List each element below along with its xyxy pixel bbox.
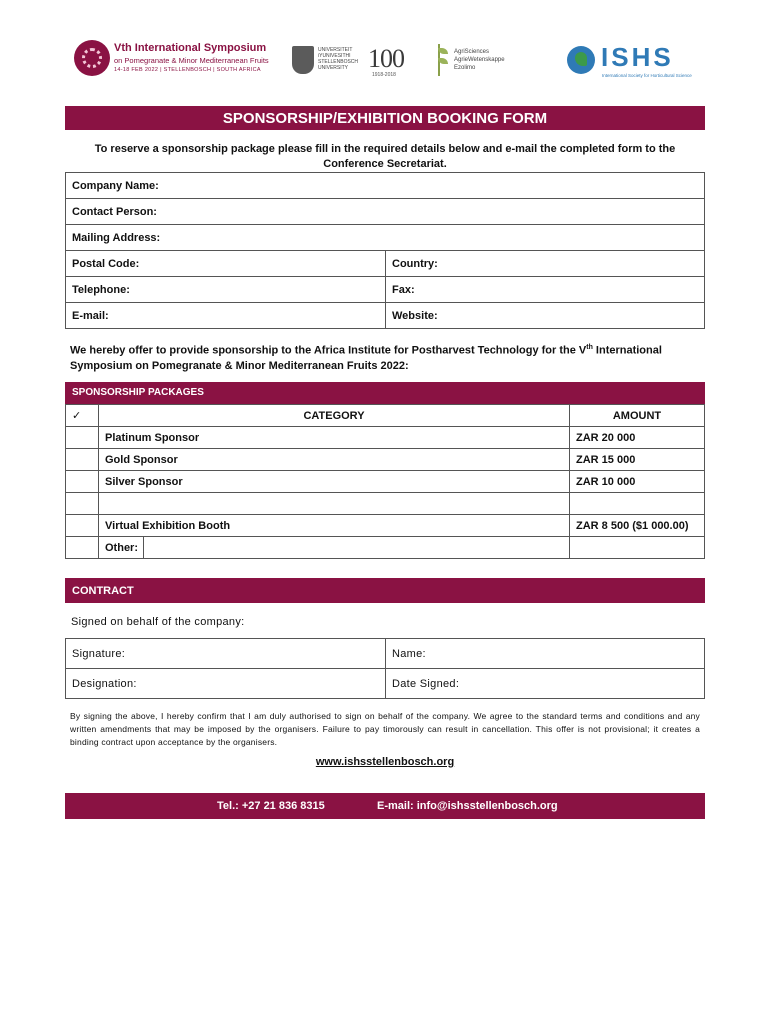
leaf-icon [438,44,454,76]
website-field[interactable]: Website: [386,303,705,329]
contract-disclaimer: By signing the above, I hereby confirm that I am duly authorised to sign on behalf of the company. We agree to the standard terms and conditions and any written amendments that may be imposed by the organisers. Failure to pay timorously can result in cancellation. This offer is not provisional; it creates a binding contract upon acceptance by the organisers. [70,711,700,747]
package-row [66,427,705,449]
ishs-subtitle: International Society for Horticultural Science [602,73,692,78]
designation-field[interactable]: Designation: [66,669,386,699]
pomegranate-icon [74,40,110,76]
stellenbosch-university-logo [292,44,427,80]
form-intro: To reserve a sponsorship package please fill in the required details below and e-mail the completed form to the Conference Secretariat. [94,143,676,170]
agrisciences-text: AgriSciences AgrieWetenskappe Ezolimo [454,49,505,71]
package-checkbox[interactable] [66,449,99,471]
sponsorship-packages-header: SPONSORSHIP PACKAGES [65,382,705,404]
package-amount: ZAR 20 000 [570,427,705,449]
package-checkbox[interactable] [66,471,99,493]
university-name: UNIVERSITEIT iYUNIVESITHI STELLENBOSCH UNIVERSITY [318,47,359,71]
package-amount: ZAR 8 500 ($1 000.00) [570,515,705,537]
package-row [66,493,705,515]
symposium-logo [74,40,269,82]
other-input[interactable] [144,537,570,559]
offer-text-part1: We hereby offer to provide sponsorship to the Africa Institute for Postharvest Technology for the V [70,344,587,357]
email-text[interactable]: E-mail: info@ishsstellenbosch.org [377,800,558,812]
signed-on-behalf-label: Signed on behalf of the company: [71,616,245,628]
category-column-header: CATEGORY [99,405,570,427]
country-field[interactable]: Country: [386,251,705,277]
other-label: Other: [99,537,144,559]
other-amount-input[interactable] [570,537,705,559]
signature-table [65,638,705,699]
telephone-text: Tel.: +27 21 836 8315 [217,800,325,812]
fax-field[interactable]: Fax: [386,277,705,303]
signature-field[interactable]: Signature: [66,639,386,669]
globe-icon [567,46,595,74]
package-category: Virtual Exhibition Booth [99,515,570,537]
offer-text-part2: International Symposium on Pomegranate & Minor Mediterranean Fruits 2022: [70,344,662,372]
package-row [66,471,705,493]
package-amount: ZAR 15 000 [570,449,705,471]
centenary-number: 100 [368,44,404,73]
package-row-other [66,537,705,559]
symposium-logo-title: Vth International Symposium [114,42,267,54]
package-category [99,493,570,515]
package-amount: ZAR 10 000 [570,471,705,493]
company-name-field[interactable]: Company Name: [66,173,705,199]
package-checkbox[interactable] [66,493,99,515]
package-row [66,515,705,537]
package-checkbox[interactable] [66,427,99,449]
mailing-address-field[interactable]: Mailing Address: [66,225,705,251]
contact-person-field[interactable]: Contact Person: [66,199,705,225]
contract-header: CONTRACT [65,578,705,603]
symposium-logo-dates: 14-18 FEB 2022 | STELLENBOSCH | SOUTH AFRICA [114,67,261,73]
package-category: Gold Sponsor [99,449,570,471]
centenary-years: 1918-2018 [372,72,396,78]
ishs-wordmark: ISHS [601,42,674,72]
telephone-field[interactable]: Telephone: [66,277,386,303]
package-category: Silver Sponsor [99,471,570,493]
sponsorship-packages-table [65,404,705,559]
symposium-logo-subtitle: on Pomegranate & Minor Mediterranean Fruits [114,56,269,65]
date-signed-field[interactable]: Date Signed: [386,669,705,699]
checkmark-icon: ✓ [66,405,99,427]
postal-code-field[interactable]: Postal Code: [66,251,386,277]
package-amount [570,493,705,515]
amount-column-header: AMOUNT [570,405,705,427]
offer-superscript: th [586,344,593,351]
company-details-table [65,172,705,329]
package-category: Platinum Sponsor [99,427,570,449]
package-checkbox[interactable] [66,515,99,537]
agrisciences-logo [438,44,534,80]
email-field[interactable]: E-mail: [66,303,386,329]
ishs-logo [567,42,692,80]
university-shield-icon [292,46,314,74]
name-field[interactable]: Name: [386,639,705,669]
sponsorship-offer-text [70,340,700,374]
website-link[interactable]: www.ishsstellenbosch.org [315,756,455,768]
contact-footer [65,793,705,819]
form-title: SPONSORSHIP/EXHIBITION BOOKING FORM [65,106,705,130]
package-checkbox[interactable] [66,537,99,559]
package-row [66,449,705,471]
